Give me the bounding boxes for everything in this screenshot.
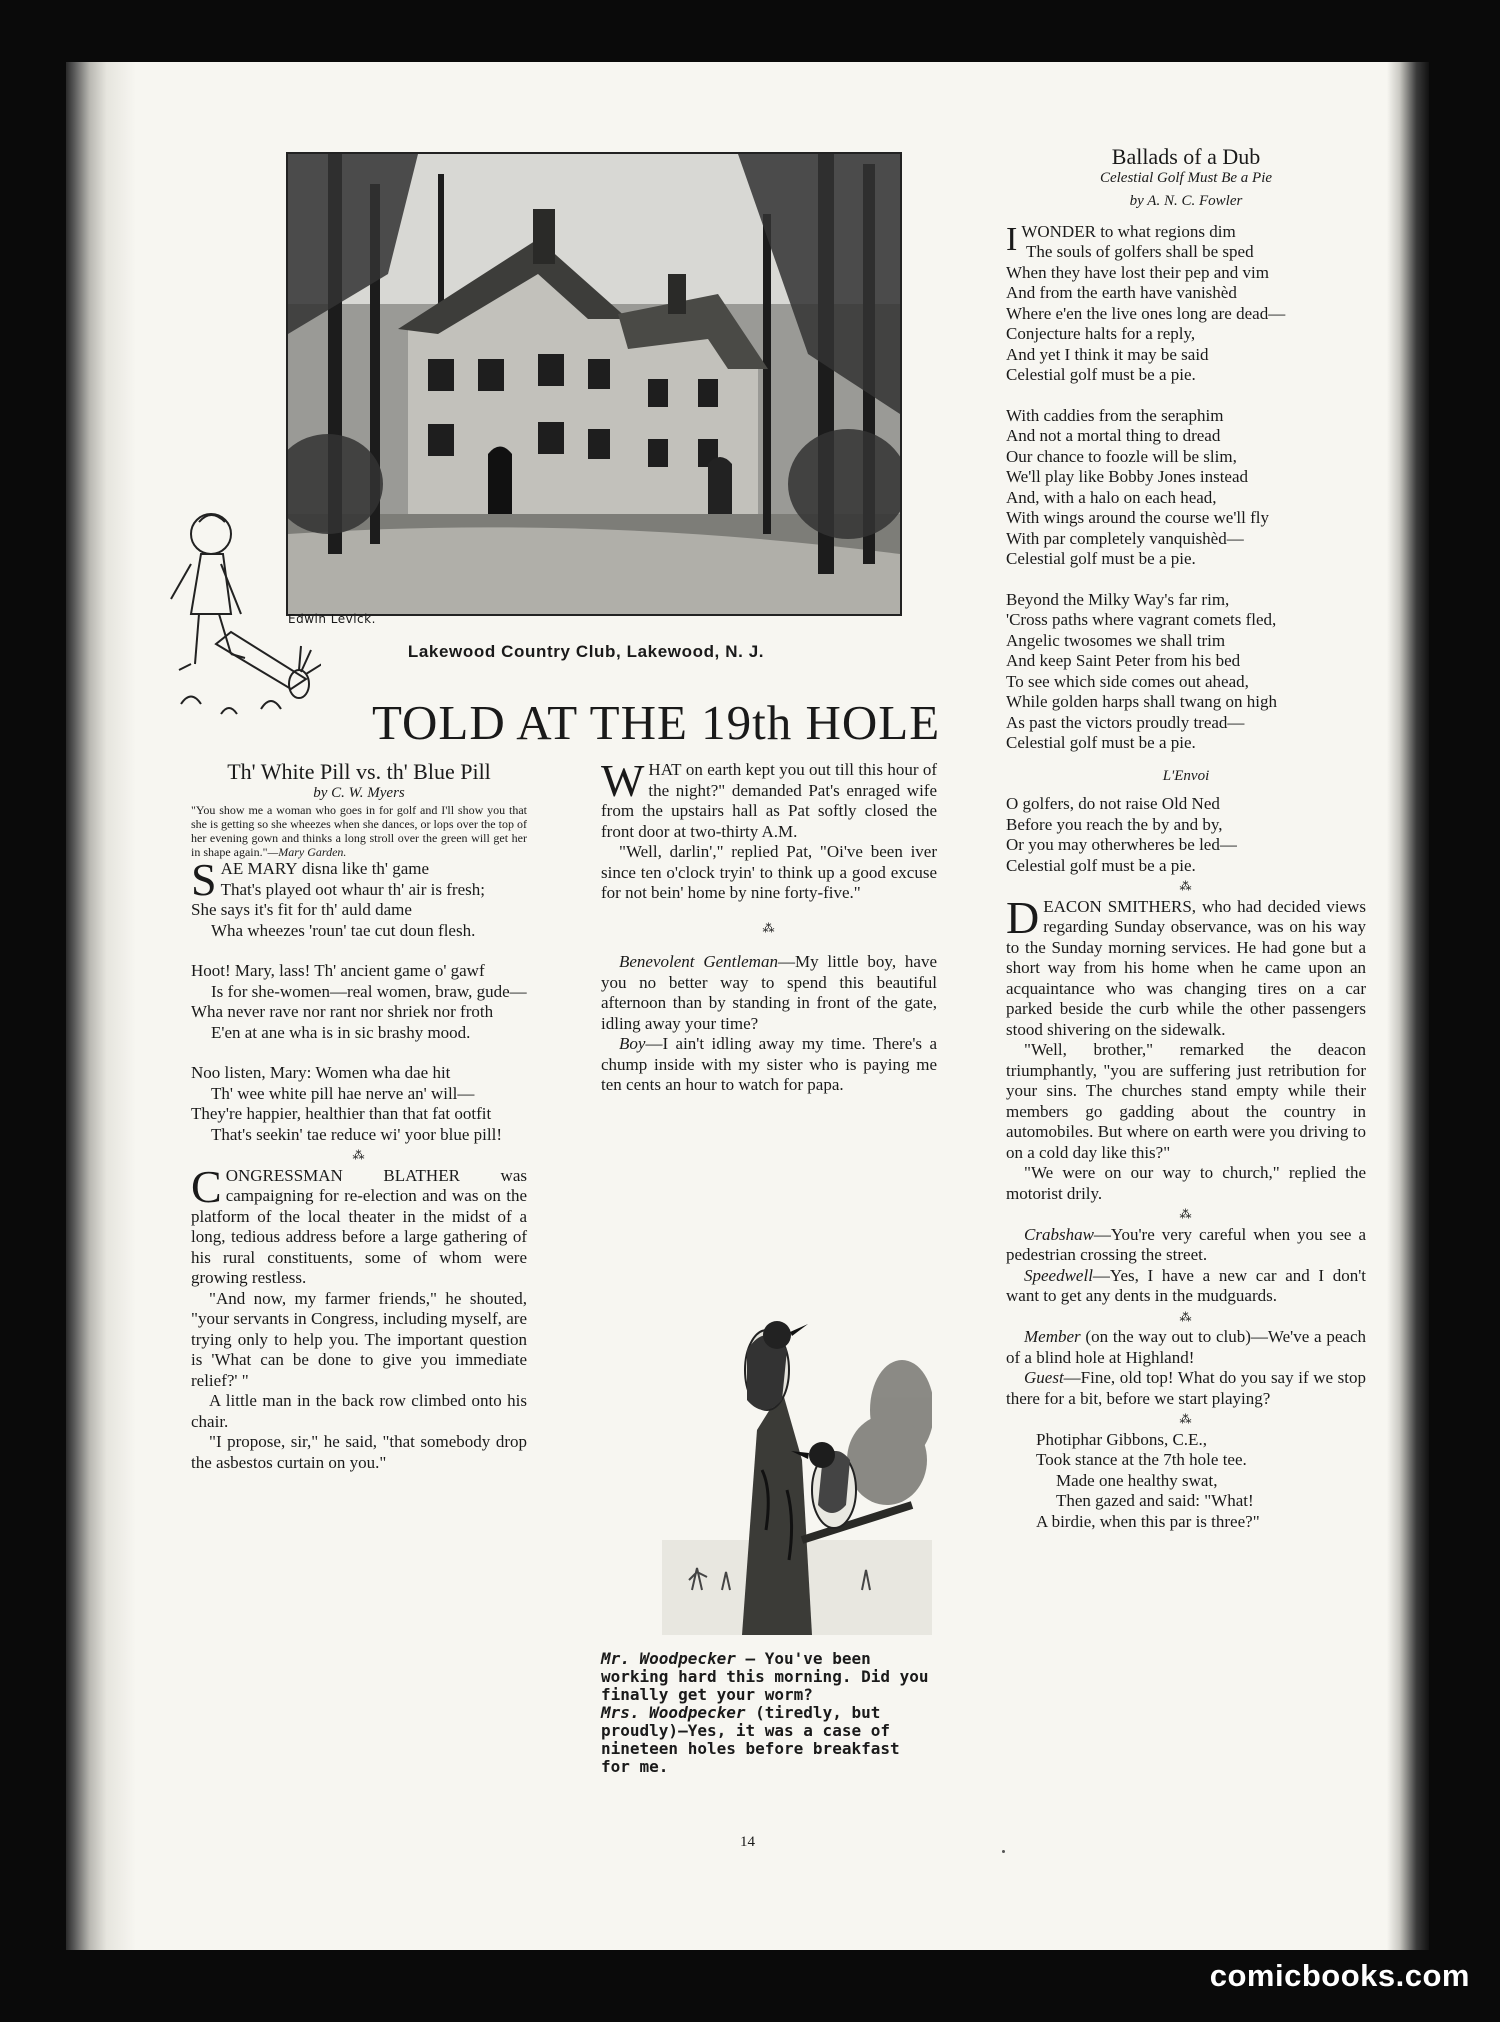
country-club-photo [286, 152, 902, 616]
binding-shadow-right [1387, 62, 1429, 1950]
section-divider: ⁂ [1179, 1412, 1193, 1426]
gentleman-dialogue: Benevolent Gentleman—My little boy, have you no better way to spend this beautiful afternoon than by standing in front of the gate, idling away your time? Boy—I ain't idling away my time. There's a chump inside with my sister who is paying me ten cents an hour to watch for papa. [601, 952, 937, 1094]
column-middle [601, 755, 938, 1096]
section-divider: ⁂ [1179, 1309, 1193, 1324]
envoi-title: L'Envoi [1162, 767, 1210, 784]
gibbons-limerick: Photiphar Gibbons, C.E., Took stance at the 7th hole tee. Made one healthy swat, Then gazed and said: "What! A birdie, when this par is three?" [1036, 1429, 1260, 1531]
section-divider: ⁂ [762, 920, 776, 935]
ballads-title: Ballads of a Dub [1111, 144, 1261, 169]
column-right [1006, 144, 1367, 1532]
woodpeckers-illustration [662, 1290, 932, 1635]
congressman-anecdote: CONGRESSMAN BLATHER was campaigning for re-election and was on the platform of the local theater in the midst of a long, tedious address before a large gathering of his rural constituents, some of whom were growing restless. "And now, my farmer friends," he shouted, "your servants in Congress, including myself, are trying only to help you. The important question is 'What can be done to give you immediate relief?' " A little man in the back row climbed onto his chair. "I propose, sir," he said, "that somebody drop the asbestos curtain on you." [191, 1160, 527, 1472]
boy-with-golf-bag-illustration [161, 504, 321, 744]
ballads-stanza-1: IWONDER to what regions dim The souls of golfers shall be sped When they have lost their pep and vim And from the earth have vanishèd Where e'en the live ones long are dead— Conjecture halts for a reply, And yet I think it may be said Celestial golf must be a pie. [1006, 220, 1286, 384]
white-pill-stanza-3: Noo listen, Mary: Women wha dae hit Th' wee white pill hae nerve an' will— They're happier, healthier than that fat ootfit That's seekin' tae reduce wi' yoor blue pill! [191, 1063, 503, 1144]
crabshaw-dialogue: Crabshaw—You're very careful when you see a pedestrian crossing the street. Speedwell—Yes, I have a new car and I don't want to get any dents in the mudguards. [1006, 1224, 1366, 1305]
envoi-stanza: O golfers, do not raise Old Ned Before you reach the by and by, Or you may otherwheres be led— Celestial golf must be a pie. [1006, 794, 1237, 875]
binding-shadow-left [66, 62, 136, 1950]
ballads-subtitle: Celestial Golf Must Be a Pie [1099, 169, 1273, 186]
magazine-page [66, 62, 1429, 1950]
white-pill-epigraph: "You show me a woman who goes in for golf and I'll show you that she is getting so she wheezes when she dances, or lops over the top of her evening gown and thinks a long stroll over the green will get her in shape again."—Mary Garden. [191, 803, 527, 859]
member-dialogue: Member (on the way out to club)—We've a peach of a blind hole at Highland! Guest—Fine, old top! What do you say if we stop there for a bit, before we start playing? [1006, 1327, 1366, 1408]
white-pill-stanza-2: Hoot! Mary, lass! Th' ancient game o' gawf Is for she-women—real women, braw, gude— Wha never rave nor rant nor shriek nor froth E'en at ane wha is in sic brashy mood. [191, 961, 527, 1042]
ballads-stanza-2: With caddies from the seraphim And not a mortal thing to dread Our chance to foozle will be slim, We'll play like Bobby Jones instead And, with a halo on each head, With wings around the course we'll fly With par completely vanquishèd— Celestial golf must be a pie. [1006, 405, 1269, 568]
woodpecker-caption: Mr. Woodpecker — You've been working hard this morning. Did you finally get your worm? Mrs. Woodpecker (tiredly, but proudly)—Yes, it was a case of nineteen holes before breakfast for me. [601, 1649, 929, 1776]
column-left [191, 759, 527, 1473]
ballads-byline: by A. N. C. Fowler [1129, 193, 1243, 209]
page-title: TOLD AT THE 19th HOLE [372, 695, 941, 750]
speck [1002, 1850, 1005, 1853]
white-pill-stanza-1: SAE MARY disna like th' game That's played oot whaur th' air is fresh; She says it's fit for th' auld dame Wha wheezes 'roun' tae cut doun flesh. [191, 854, 485, 940]
white-pill-byline: by C. W. Myers [313, 784, 405, 801]
deacon-anecdote: DEACON SMITHERS, who had decided views regarding Sunday observance, was on his way to the Sunday morning services. He had gone but a short way from his home when he came upon an acquaintance who was changing tires on a car parked beside the curb while the other passengers stood shivering on the sidewalk. "Well, brother," remarked the deacon triumphantly, "you are suffering just retribution for your sins. The churches stand empty while their members go gadding about the country in automobiles. But where on earth were you driving to on a cold day like this?" "We were on our way to church," replied the motorist drily. [1006, 891, 1367, 1203]
page-number: 14 [740, 1834, 755, 1850]
section-divider: ⁂ [1179, 879, 1193, 893]
section-divider: ⁂ [1179, 1207, 1193, 1221]
white-pill-title: Th' White Pill vs. th' Blue Pill [227, 759, 491, 784]
section-divider: ⁂ [352, 1148, 366, 1162]
photo-caption: Lakewood Country Club, Lakewood, N. J. [407, 642, 765, 661]
site-watermark: comicbooks.com [1209, 1958, 1470, 1993]
photo-credit: Edwin Levick. [288, 612, 376, 626]
ballads-stanza-3: Beyond the Milky Way's far rim, 'Cross paths where vagrant comets fled, Angelic twosomes we shall trim And keep Saint Peter from his bed To see which side comes out ahead, While golden harps shall twang on high As past the victors proudly tread— Celestial golf must be a pie. [1006, 589, 1278, 752]
pat-anecdote: WHAT on earth kept you out till this hour of the night?" demanded Pat's enraged wife from the upstairs hall as Pat softly closed the front door at two-thirty A.M. "Well, darlin'," replied Pat, "Oi've been iver since ten o'clock tryin' to think up a good excuse for not bein' home by nine forty-five." [601, 755, 938, 902]
